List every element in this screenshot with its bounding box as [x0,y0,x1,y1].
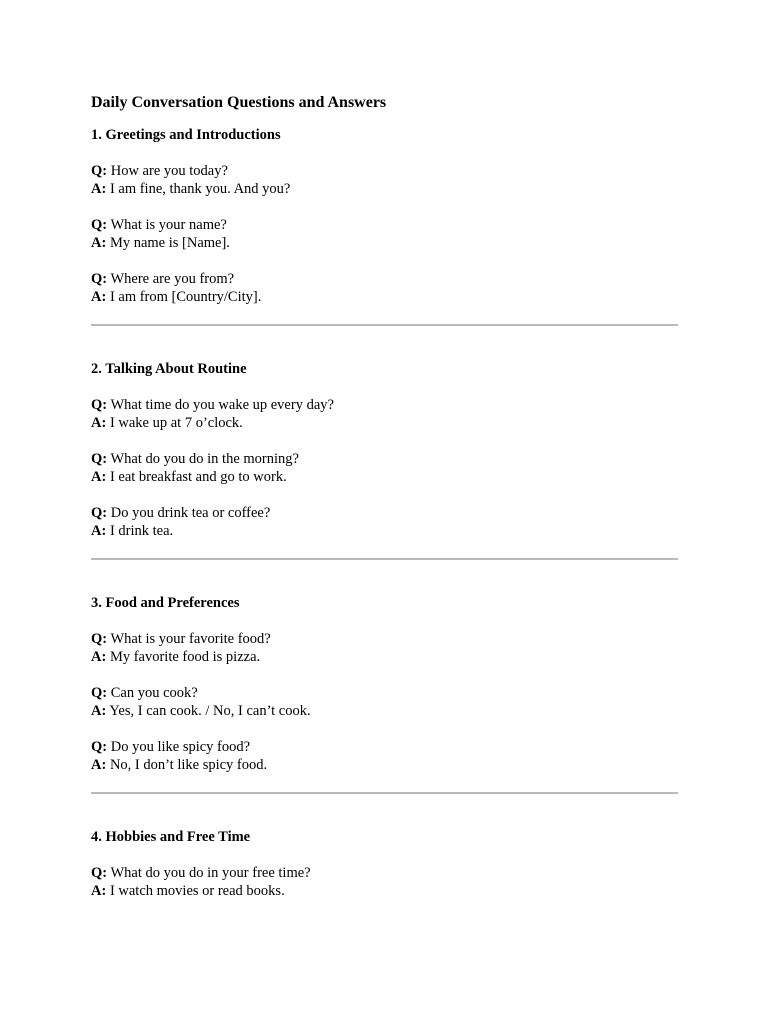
answer-text: I eat breakfast and go to work. [109,469,287,485]
question-text: Where are you from? [110,271,235,287]
answer-prefix: A: [91,181,107,197]
section-heading: 3. Food and Preferences [91,595,240,611]
question-prefix: Q: [91,217,108,233]
document-page [91,92,678,918]
question-text: Do you like spicy food? [110,739,251,755]
question-line [91,738,678,756]
answer-prefix: A: [91,523,107,539]
question-line [91,684,678,702]
question-text: What is your favorite food? [110,631,271,647]
answer-text: I am from [Country/City]. [109,289,262,305]
answer-prefix: A: [91,469,107,485]
qa-pair [91,216,678,252]
question-line [91,864,678,882]
question-text: What time do you wake up every day? [110,397,334,413]
answer-text: Yes, I can cook. / No, I can’t cook. [109,703,311,719]
qa-pair [91,450,678,486]
answer-line [91,882,678,900]
section-heading: 2. Talking About Routine [91,361,247,377]
question-prefix: Q: [91,505,108,521]
answer-text: I watch movies or read books. [109,883,285,899]
answer-line [91,522,678,540]
question-prefix: Q: [91,685,108,701]
answer-prefix: A: [91,757,107,773]
question-prefix: Q: [91,865,108,881]
answer-prefix: A: [91,649,107,665]
section-heading: 4. Hobbies and Free Time [91,829,251,845]
answer-text: My favorite food is pizza. [109,649,261,665]
qa-pair [91,684,678,720]
qa-pair [91,162,678,198]
qa-pair [91,396,678,432]
question-prefix: Q: [91,451,108,467]
answer-line [91,702,678,720]
qa-pair [91,630,678,666]
question-prefix: Q: [91,271,108,287]
answer-line [91,180,678,198]
question-line [91,396,678,414]
qa-pair [91,504,678,540]
answer-line [91,414,678,432]
section-divider [91,792,678,794]
question-line [91,450,678,468]
question-line [91,504,678,522]
answer-line [91,468,678,486]
question-text: What do you do in the morning? [110,451,299,467]
section-heading: 1. Greetings and Introductions [91,127,281,143]
question-line [91,630,678,648]
section-routine [91,360,678,540]
answer-text: I wake up at 7 o’clock. [109,415,243,431]
question-text: Do you drink tea or coffee? [110,505,271,521]
section-divider [91,558,678,560]
section-food [91,594,678,774]
answer-prefix: A: [91,235,107,251]
answer-prefix: A: [91,415,107,431]
answer-text: I am fine, thank you. And you? [109,181,291,197]
qa-pair [91,864,678,900]
answer-text: No, I don’t like spicy food. [109,757,268,773]
answer-line [91,756,678,774]
answer-line [91,234,678,252]
answer-line [91,648,678,666]
document-title: Daily Conversation Questions and Answers [91,94,387,111]
question-text: How are you today? [110,163,228,179]
question-line [91,162,678,180]
question-line [91,270,678,288]
answer-text: My name is [Name]. [109,235,230,251]
question-prefix: Q: [91,163,108,179]
answer-prefix: A: [91,289,107,305]
section-divider [91,324,678,326]
answer-prefix: A: [91,883,107,899]
answer-text: I drink tea. [109,523,174,539]
question-text: What do you do in your free time? [110,865,311,881]
answer-prefix: A: [91,703,107,719]
question-text: What is your name? [110,217,227,233]
question-text: Can you cook? [110,685,198,701]
question-line [91,216,678,234]
question-prefix: Q: [91,631,108,647]
section-hobbies [91,828,678,900]
section-greetings [91,126,678,306]
question-prefix: Q: [91,739,108,755]
qa-pair [91,270,678,306]
answer-line [91,288,678,306]
question-prefix: Q: [91,397,108,413]
qa-pair [91,738,678,774]
